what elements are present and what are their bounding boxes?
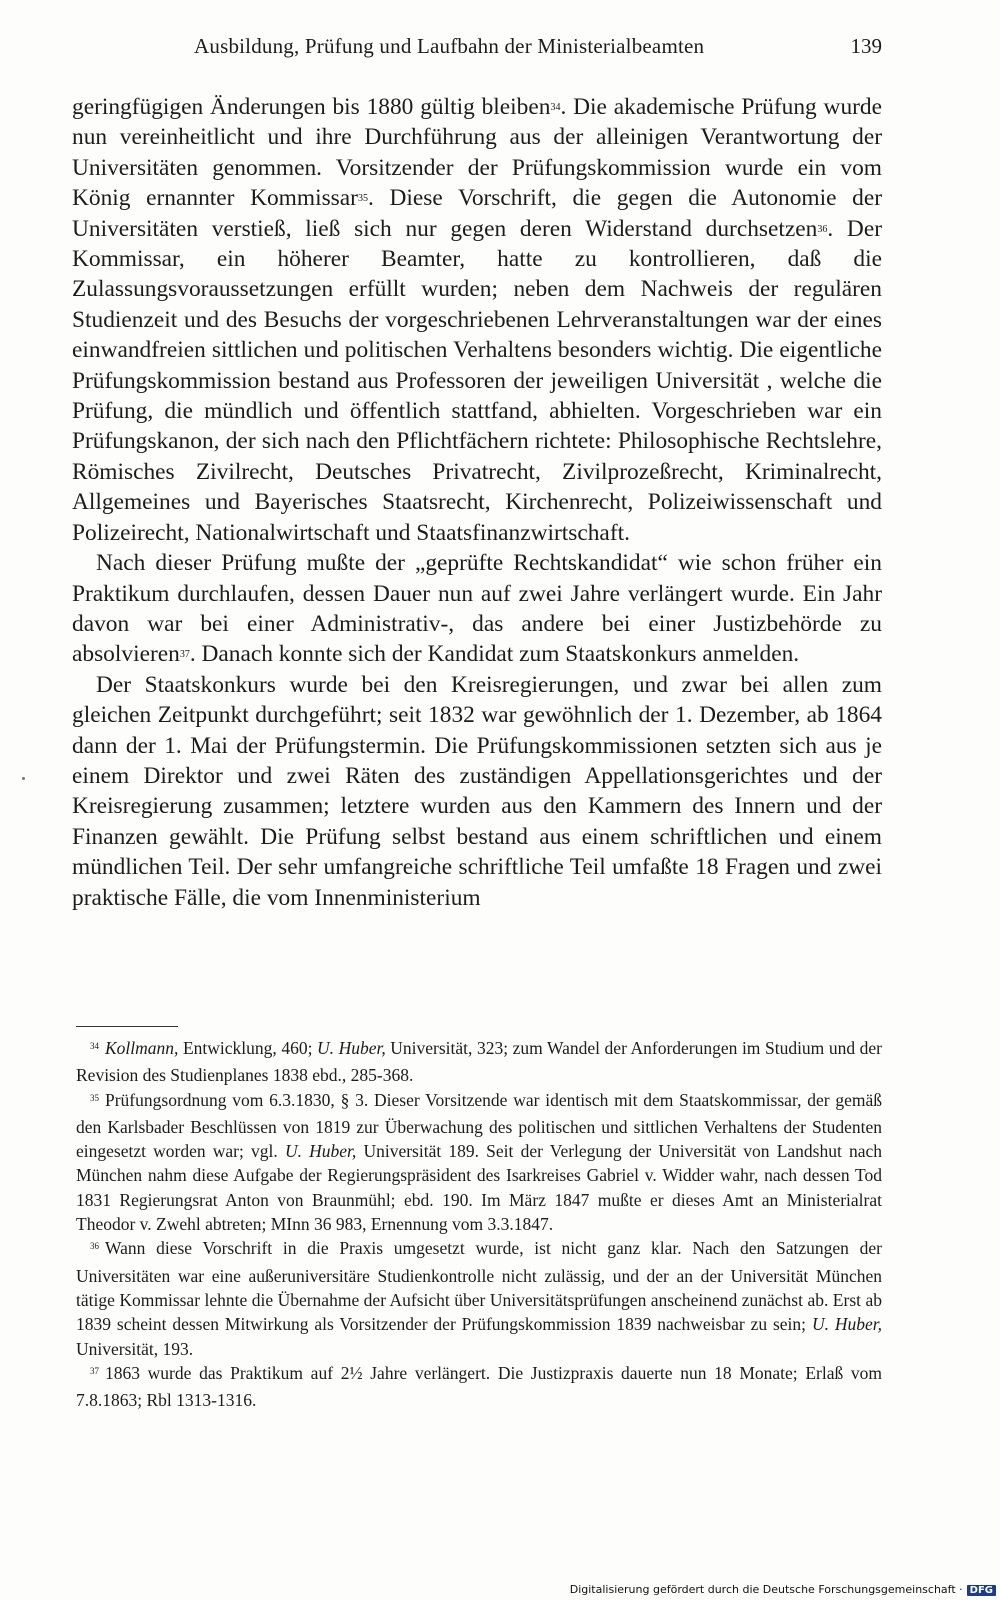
dfg-logo: DFG xyxy=(967,1585,996,1596)
footnote-36: $^{36}$ Wann diese Vorschrift in die Praxis umgesetzt wurde, ist nicht ganz klar. Nach den Satzungen der Universitäten war eine außeruniversitäre Studienkontrolle nicht zulässig, und der an der Universität München tätige Kommissar lehnte die Übernahme der Aufsicht über Universitätsprüfungen anscheinend zunächst ab. Erst ab 1839 scheint dessen Mitwirkung als Vorsitzender der Prüfungskommission 1839 nachweisbar zu sein; U. Huber, Universität, 193. xyxy=(76,1238,882,1359)
running-header xyxy=(72,30,882,64)
footnote-ref-37: 37 xyxy=(179,649,190,661)
footnote-rule xyxy=(76,1026,178,1027)
main-text xyxy=(72,92,882,913)
paragraph-2: Nach dieser Prüfung mußte der „geprüfte Rechtskandidat“ wie schon früher ein Praktikum durchlaufen, dessen Dauer nun auf zwei Jahre verlängert wurde. Ein Jahr davon war bei einer Administrativ-, das andere bei einer Justizbehörde zu absolvieren$^{37}$. Danach konnte sich der Kandidat zum Staatskonkurs anmelden. xyxy=(72,550,882,668)
paragraph-1: geringfügigen Änderungen bis 1880 gültig bleiben$^{34}$. Die akademische Prüfung wurde nun vereinheitlicht und ihre Durchführung aus der alleinigen Verantwortung der Universitäten genommen. Vorsitzender der Prüfungskommission wurde ein vom König ernannter Kommissar$^{35}$. Diese Vorschrift, die gegen die Autonomie der Universitäten verstieß, ließ sich nur gegen deren Widerstand durchsetzen$^{36}$. Der Kommissar, ein höherer Beamter, hatte zu kontrollieren, daß die Zulassungsvoraussetzungen erfüllt wurden; neben dem Nachweis der regulären Studienzeit und des Besuchs der vorgeschriebenen Lehrveranstaltungen war der eines einwandfreien sittlichen und politischen Verhaltens besonders wichtig. Die eigentliche Prüfungskommission bestand aus Professoren der jeweiligen Universität , welche die Prüfung, die mündlich und öffentlich stattfand, abhielten. Vorgeschrieben war ein Prüfungskanon, der sich nach den Pflichtfächern richtete: Philosophische Rechtslehre, Römisches Zivilrecht, Deutsches Privatrecht, Zivilprozeßrecht, Kriminalrecht, Allgemeines und Bayerisches Staatsrecht, Kirchenrecht, Polizeiwissenschaft und Polizeirecht, Nationalwirtschaft und Staatsfinanzwirtschaft. xyxy=(72,94,883,546)
page-number: 139 xyxy=(850,34,882,58)
footnote-34: $^{34}$ Kollmann, Entwicklung, 460; U. Huber, Universität, 323; zum Wandel der Anforderungen im Studium und der Revision des Studienplanes 1838 ebd., 285-368. xyxy=(76,1038,882,1086)
footnote-ref-36: 36 xyxy=(817,223,828,235)
credit-text: Digitalisierung gefördert durch die Deutsche Forschungsgemeinschaft · xyxy=(569,1583,963,1596)
footnote-35: $^{35}$ Prüfungsordnung vom 6.3.1830, § 3. Dieser Vorsitzende war identisch mit dem Staatskommissar, der gemäß den Karlsbader Beschlüssen von 1819 zur Überwachung des politischen und sittlichen Verhaltens der Studenten eingesetzt worden war; vgl. U. Huber, Universität 189. Seit der Verlegung der Universität von Landshut nach München nahm diese Aufgabe der Regierungspräsident des Isarkreises Gabriel v. Widder wahr, nach dessen Tod 1831 Regierungsrat Anton von Braunmühl; ebd. 190. Im März 1847 mußte er dieses Amt an Ministerialrat Theodor v. Zwehl abtreten; MInn 36 983, Ernennung vom 3.3.1847. xyxy=(76,1089,883,1235)
footnote-ref-34: 34 xyxy=(550,102,561,113)
footnote-ref-35: 35 xyxy=(357,193,368,205)
footnotes xyxy=(76,1036,882,1412)
paragraph-3: Der Staatskonkurs wurde bei den Kreisregierungen, und zwar bei allen zum gleichen Zeitpunkt durchgeführt; seit 1832 war gewöhnlich der 1. Dezember, ab 1864 dann der 1. Mai der Prüfungstermin. Die Prüfungskommissionen setzten sich aus je einem Direktor und zwei Räten des zuständigen Appellationsgerichtes und der Kreisregierung zusammen; letztere wurden aus den Kammern des Innern und der Finanzen gewählt. Die Prüfung selbst bestand aus einem schriftlichen und einem mündlichen Teil. Der sehr umfangreiche schriftliche Teil umfaßte 18 Fragen und zwei praktische Fälle, die vom Innenministerium xyxy=(72,671,882,911)
margin-speck xyxy=(22,777,25,780)
footnote-37: $^{37}$ 1863 wurde das Praktikum auf 2½ Jahre verlängert. Die Justizpraxis dauerte nun 18 Monate; Erlaß vom 7.8.1863; Rbl 1313-1316. xyxy=(76,1362,882,1411)
digitization-credit xyxy=(570,1583,996,1596)
running-title: Ausbildung, Prüfung und Laufbahn der Ministerialbeamten xyxy=(194,34,705,58)
